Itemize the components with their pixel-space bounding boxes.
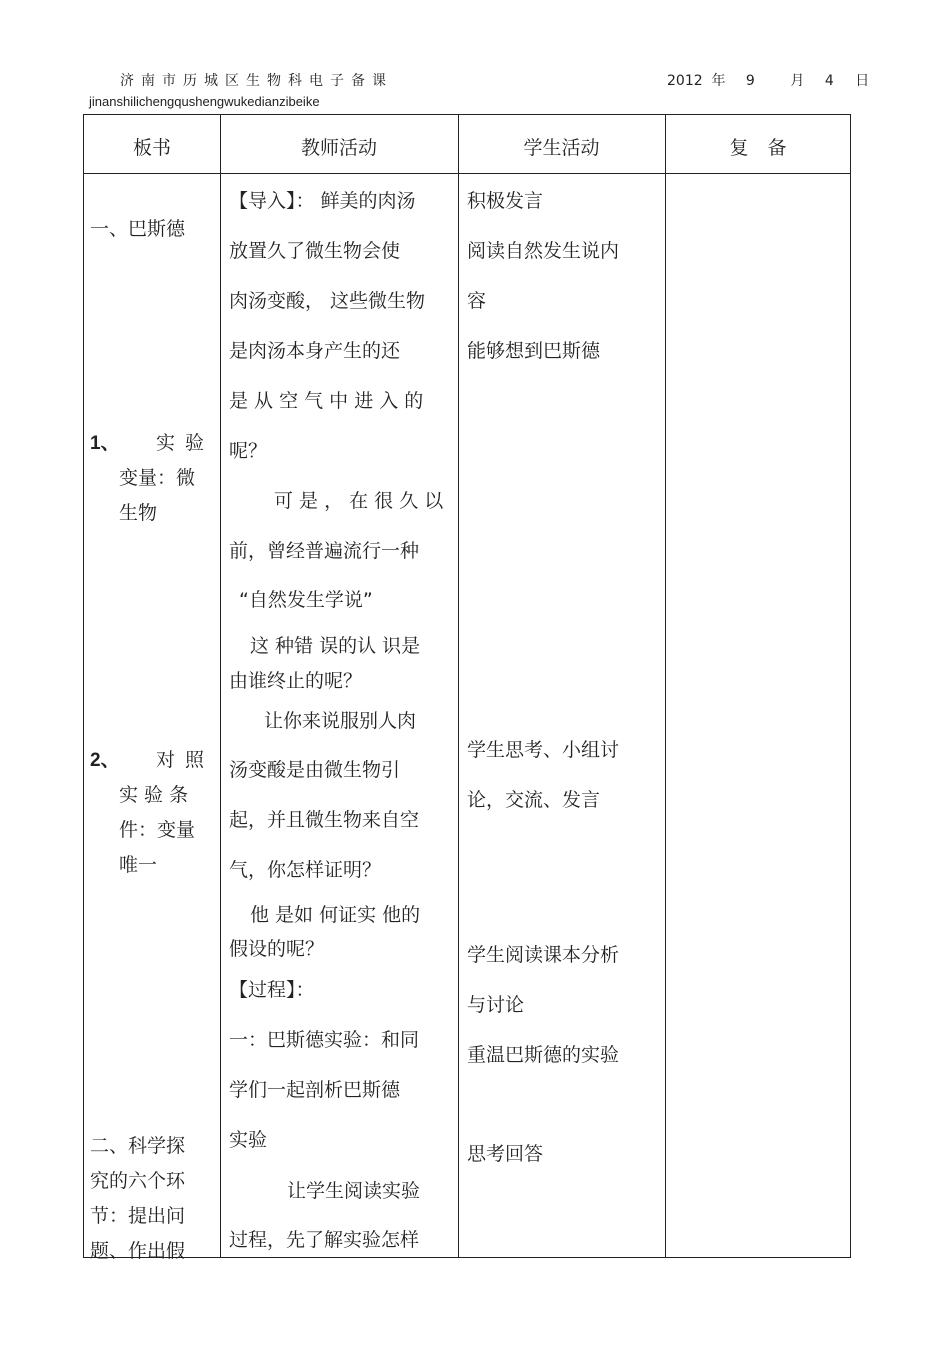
teacher-line: 气，你怎样证明？	[229, 859, 382, 881]
teacher-line: 是 从 空 气 中 进 入 的	[229, 390, 424, 412]
teacher-line: 是肉汤本身产生的还	[229, 340, 401, 362]
teacher-line: 汤变酸是由微生物引	[229, 759, 401, 781]
teacher-line: 由谁终止的呢？	[229, 670, 363, 692]
column-divider	[220, 115, 221, 1257]
teacher-line: 前，曾经普遍流行一种	[229, 540, 420, 562]
student-line: 与讨论	[467, 994, 525, 1016]
board-item-2-d: 题、作出假	[90, 1240, 186, 1262]
teacher-line: 学们一起剖析巴斯德	[229, 1079, 401, 1101]
column-divider	[458, 115, 459, 1257]
board-sub1-b: 变量：微	[119, 467, 196, 489]
column-divider	[665, 115, 666, 1257]
header-board: 板书	[132, 137, 171, 159]
teacher-line: 假设的呢？	[229, 938, 325, 960]
student-line: 重温巴斯德的实验	[467, 1044, 620, 1066]
student-line: 思考回答	[467, 1143, 544, 1165]
teacher-line: 呢？	[229, 440, 268, 462]
header-review: 复 备	[729, 137, 787, 159]
board-sub1-c: 生物	[119, 502, 158, 524]
board-sub2-a: 对 照	[156, 749, 207, 771]
student-line: 阅读自然发生说内	[467, 240, 620, 262]
header-student: 学生活动	[523, 137, 600, 159]
student-line: 学生思考、小组讨	[467, 739, 620, 761]
document-date	[667, 70, 869, 90]
teacher-line: “自然发生学说”	[239, 589, 373, 611]
header-teacher: 教师活动	[300, 137, 377, 159]
document-title: 济南市历城区生物科电子备课	[120, 73, 393, 89]
date-year: 2012	[667, 73, 703, 89]
teacher-line: 他 是如 何证实 他的	[250, 904, 421, 926]
board-sub2-d: 唯一	[119, 854, 158, 876]
teacher-line: 可 是 ， 在 很 久 以	[274, 490, 444, 512]
teacher-line: 实验	[229, 1129, 268, 1151]
board-sub2-num: 2、	[90, 750, 120, 771]
board-sub2-b: 实 验 条	[119, 784, 189, 806]
date-day: 4	[824, 73, 834, 89]
board-item-2-c: 节：提出问	[90, 1205, 186, 1227]
student-line: 容	[467, 290, 487, 312]
teacher-line: 【导入】： 鲜美的肉汤	[229, 190, 416, 212]
teacher-line: 这 种错 误的认 识是	[250, 635, 421, 657]
date-year-unit: 年	[711, 73, 726, 89]
header-divider	[84, 173, 850, 174]
teacher-line: 让学生阅读实验	[287, 1180, 421, 1202]
date-month: 9	[745, 73, 755, 89]
teacher-line: 让你来说服别人肉	[264, 710, 417, 732]
board-sub1-a: 实 验	[156, 432, 207, 454]
board-item-2-a: 二、科学探	[90, 1135, 186, 1157]
board-item-2-b: 究的六个环	[90, 1170, 186, 1192]
teacher-line: 【过程】：	[229, 979, 315, 1001]
date-day-unit: 日	[855, 73, 870, 89]
student-line: 论，交流、发言	[467, 789, 601, 811]
board-item-1: 一、巴斯德	[90, 218, 186, 240]
teacher-line: 过程，先了解实验怎样	[229, 1229, 420, 1251]
lesson-plan-table	[83, 114, 851, 1262]
teacher-line: 一：巴斯德实验：和同	[229, 1029, 420, 1051]
board-sub1-num: 1、	[90, 433, 120, 454]
student-line: 学生阅读课本分析	[467, 944, 620, 966]
student-line: 积极发言	[467, 190, 544, 212]
student-line: 能够想到巴斯德	[467, 340, 601, 362]
teacher-line: 放置久了微生物会使	[229, 240, 401, 262]
teacher-line: 肉汤变酸， 这些微生物	[229, 290, 426, 312]
document-pinyin: jinanshilichengqushengwukedianzibeike	[89, 94, 320, 109]
date-month-unit: 月	[790, 73, 805, 89]
teacher-line: 起，并且微生物来自空	[229, 809, 420, 831]
board-sub2-c: 件：变量	[119, 819, 196, 841]
